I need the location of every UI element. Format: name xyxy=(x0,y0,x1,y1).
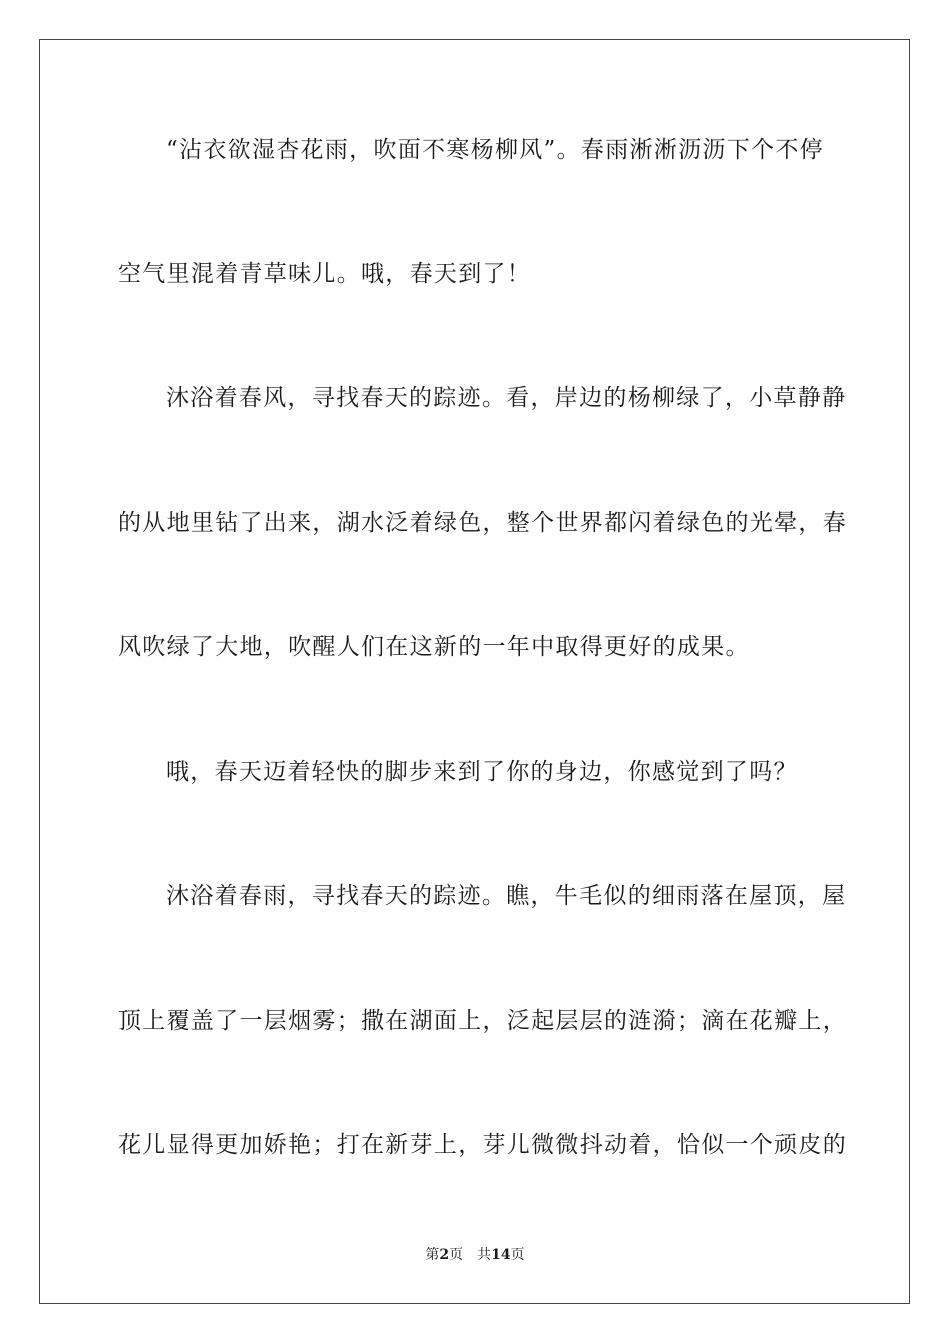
paragraph-2-line-2: 的从地里钻了出来，湖水泛着绿色，整个世界都闪着绿色的光晕，春 xyxy=(118,510,847,536)
paragraph-2-line-3: 风吹绿了大地，吹醒人们在这新的一年中取得更好的成果。 xyxy=(118,634,750,660)
paragraph-3-line-1: 哦，春天迈着轻快的脚步来到了你的身边，你感觉到了吗？ xyxy=(166,759,798,785)
page-border xyxy=(39,39,910,1304)
footer-middle: 页 共 xyxy=(449,1247,492,1263)
footer-suffix: 页 xyxy=(510,1247,525,1263)
footer-prefix: 第 xyxy=(425,1247,440,1263)
paragraph-2-line-1: 沐浴着春风，寻找春天的踪迹。看，岸边的杨柳绿了，小草静静 xyxy=(166,385,847,411)
paragraph-4-line-2: 顶上覆盖了一层烟雾；撒在湖面上，泛起层层的涟漪；滴在花瓣上， xyxy=(118,1008,847,1034)
paragraph-4-line-3: 花儿显得更加娇艳；打在新芽上，芽儿微微抖动着，恰似一个顽皮的 xyxy=(118,1132,847,1158)
paragraph-1-line-1: “沾衣欲湿杏花雨，吹面不寒杨柳风”。春雨淅淅沥沥下个不停 xyxy=(166,137,824,163)
paragraph-1-line-2: 空气里混着青草味儿。哦，春天到了！ xyxy=(118,261,532,287)
current-page-number: 2 xyxy=(439,1247,450,1263)
paragraph-4-line-1: 沐浴着春雨，寻找春天的踪迹。瞧，牛毛似的细雨落在屋顶，屋 xyxy=(166,883,847,909)
page-footer xyxy=(0,1246,950,1264)
total-page-count: 14 xyxy=(491,1247,511,1263)
